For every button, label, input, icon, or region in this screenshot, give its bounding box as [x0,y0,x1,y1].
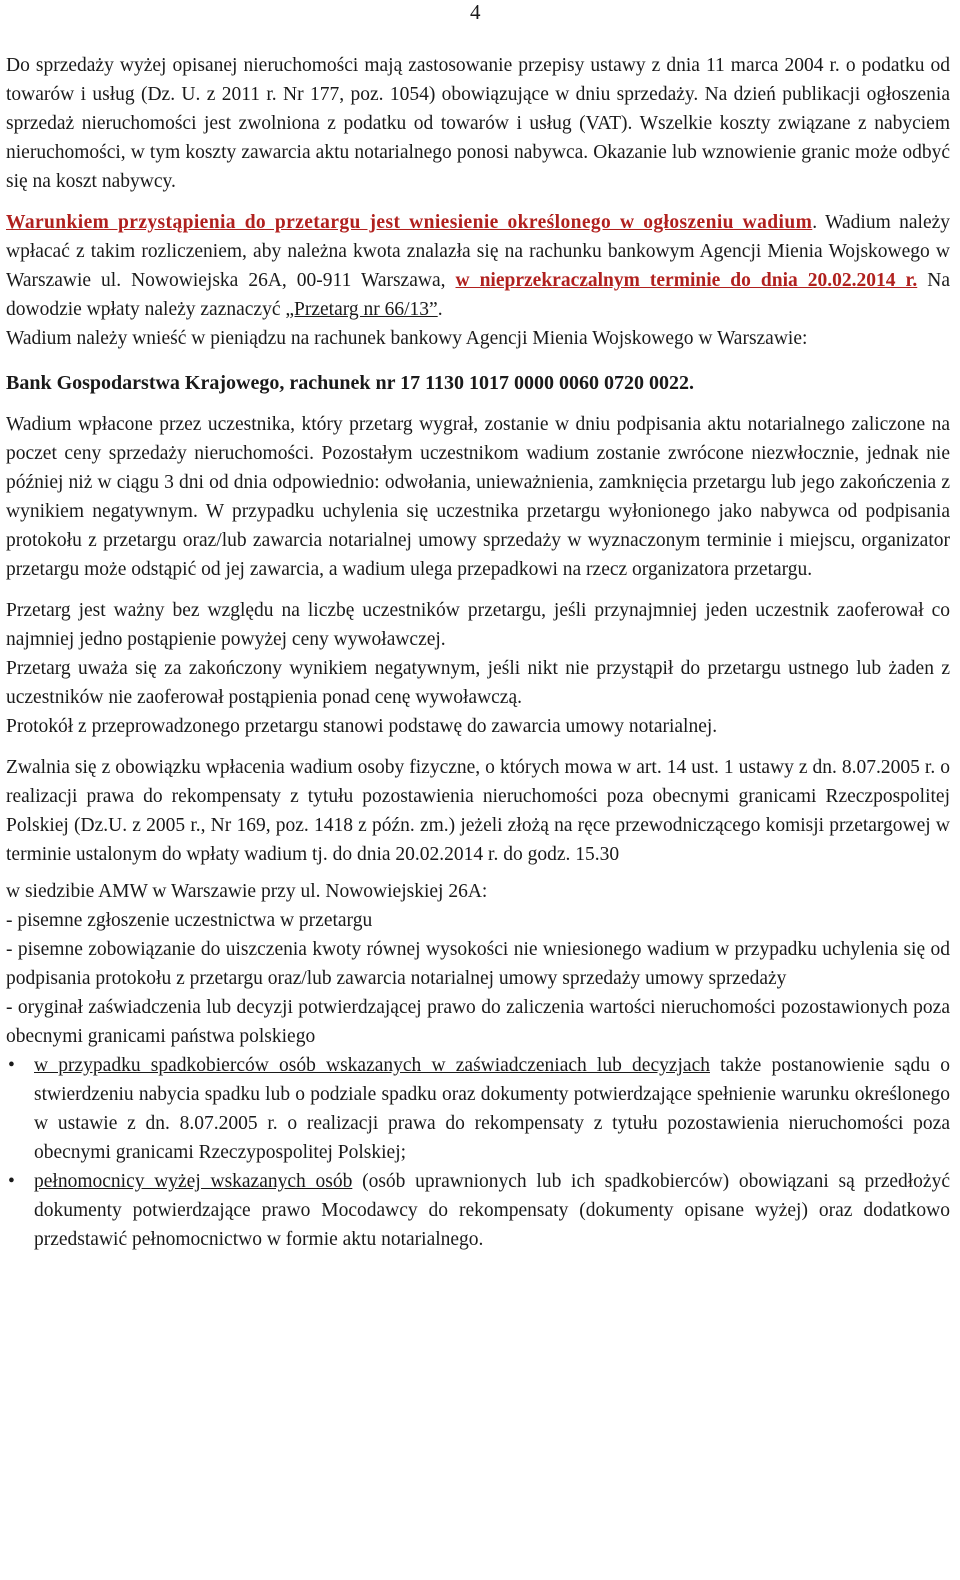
bullet-heirs-underlined: w przypadku spadkobierców osób wskazanych w zaświadczeniach lub decyzjach [34,1055,710,1076]
page-number: 4 [470,0,481,24]
list-item: - pisemne zobowiązanie do uiszczenia kwoty równej wysokości nie wniesionego wadium w przypadku uchylenia się od podpisania protokołu z przetargu oraz/lub zawarcia notarialnej umowy sprzedaży umowy sprzedaży [6,939,950,989]
bullet-item-heirs [6,1051,950,1167]
protocol-paragraph: Protokół z przeprowadzonego przetargu stanowi podstawę do zawarcia umowy notarialnej. [6,716,718,737]
wadium-text-2: Na dowodzie wpłaty należy zaznaczyć [6,270,950,320]
negative-result-paragraph: Przetarg uważa się za zakończony wynikiem negatywnym, jeśli nikt nie przystąpił do przetargu ustnego lub żaden z uczestników nie zaoferował postąpienia ponad cenę wywoławczą. [6,658,950,708]
wadium-paragraph [6,208,950,324]
vat-paragraph: Do sprzedaży wyżej opisanej nieruchomości mają zastosowanie przepisy ustawy z dnia 11 marca 2004 r. o podatku od towarów i usług (Dz. U. z 2011 r. Nr 177, poz. 1054) obowiązujące w dniu sprzedaży. Na dzień publikacji ogłoszenia sprzedaż nieruchomości jest zwolniona z podatku od towarów i usług (VAT). Wszelkie koszty związane z nabyciem nieruchomości, w tym koszty zawarcia aktu notarialnego ponosi nabywca. Okazanie lub wznowienie granic może odbyć się na koszt nabywcy. [6,55,950,192]
bullet-icon: • [8,1171,15,1192]
bullet-item-proxies [6,1167,950,1254]
bullet-icon: • [8,1055,15,1076]
bank-account: Bank Gospodarstwa Krajowego, rachunek nr 17 1130 1017 0000 0060 0720 0022. [6,372,695,394]
wadium-condition: Warunkiem przystąpienia do przetargu jest wniesienie określonego w ogłoszeniu wadium [6,212,813,233]
document-body [6,51,950,1254]
bullet-proxies-underlined: pełnomocnicy wyżej wskazanych osób [34,1171,353,1192]
bullet-list [6,1051,950,1254]
wadium-deadline: w nieprzekraczalnym terminie do dnia 20.02.2014 r. [455,270,918,291]
location-paragraph: w siedzibie AMW w Warszawie przy ul. Nowowiejskiej 26A: [6,881,488,902]
validity-paragraph: Przetarg jest ważny bez względu na liczbę uczestników przetargu, jeśli przynajmniej jeden uczestnik zaoferował co najmniej jedno postąpienie powyżej ceny wywoławczej. [6,600,950,650]
bullet-proxies-text: (osób uprawnionych lub ich spadkobierców) obowiązani są przedłożyć dokumenty potwierdzające prawo Mocodawcy do rekompensaty (dokumenty opisane wyżej) oraz dodatkowo przedstawić pełnomocnictwo w formie aktu notarialnego. [34,1171,950,1250]
exemption-paragraph: Zwalnia się z obowiązku wpłacenia wadium osoby fizyczne, o których mowa w art. 14 ust. 1 ustawy z dn. 8.07.2005 r. o realizacji prawa do rekompensaty z tytułu pozostawienia nieruchomości poza obecnymi granicami Rzeczpospolitej Polskiej (Dz.U. z 2005 r., Nr 169, poz. 1418 z późn. zm.) jeżeli złożą na ręce przewodniczącego komisji przetargowej w terminie ustalonym do wpłaty wadium tj. do dnia 20.02.2014 r. do godz. 15.30 [6,757,950,865]
wadium-reference: „Przetarg nr 66/13” [285,299,438,320]
list-item: - pisemne zgłoszenie uczestnictwa w przetargu [6,910,373,931]
wadium-return-paragraph: Wadium wpłacone przez uczestnika, który przetarg wygrał, zostanie w dniu podpisania aktu notarialnego zaliczone na poczet ceny sprzedaży nieruchomości. Pozostałym uczestnikom wadium zostanie zwrócone niezwłocznie, jednak nie później niż w ciągu 3 dni od dnia odpowiednio: odwołania, unieważnienia, zamknięcia przetargu lub jego zakończenia z wynikiem negatywnym. W przypadku uchylenia się uczestnika przetargu wyłonionego jako nabywca od podpisania protokołu z przetargu oraz/lub zawarcia notarialnej umowy sprzedaży w wyznaczonym terminie i miejscu, organizator przetargu może odstąpić od jej zawarcia, a wadium ulega przepadkowi na rzecz organizatora przetargu. [6,414,950,580]
wadium-account-intro: Wadium należy wnieść w pieniądzu na rachunek bankowy Agencji Mienia Wojskowego w Warszawie: [6,328,808,349]
bullet-heirs-text: także postanowienie sądu o stwierdzeniu nabycia spadku lub o podziale spadku oraz dokumenty potwierdzające spełnienie warunku określonego w ustawie z dn. 8.07.2005 r. o realizacji prawa do rekompensaty z tytułu pozostawienia nieruchomości poza obecnymi granicami Rzeczypospolitej Polskiej; [34,1055,950,1163]
wadium-text-3: . [437,299,443,320]
list-item: - oryginał zaświadczenia lub decyzji potwierdzającej prawo do zaliczenia wartości nieruchomości pozostawionych poza obecnymi granicami państwa polskiego [6,997,950,1047]
wadium-text-1: . Wadium należy wpłacać z takim rozliczeniem, aby należna kwota znalazła się na rachunku bankowym Agencji Mienia Wojskowego w Warszawie ul. Nowowiejska 26A, 00-911 Warszawa, [6,212,950,291]
